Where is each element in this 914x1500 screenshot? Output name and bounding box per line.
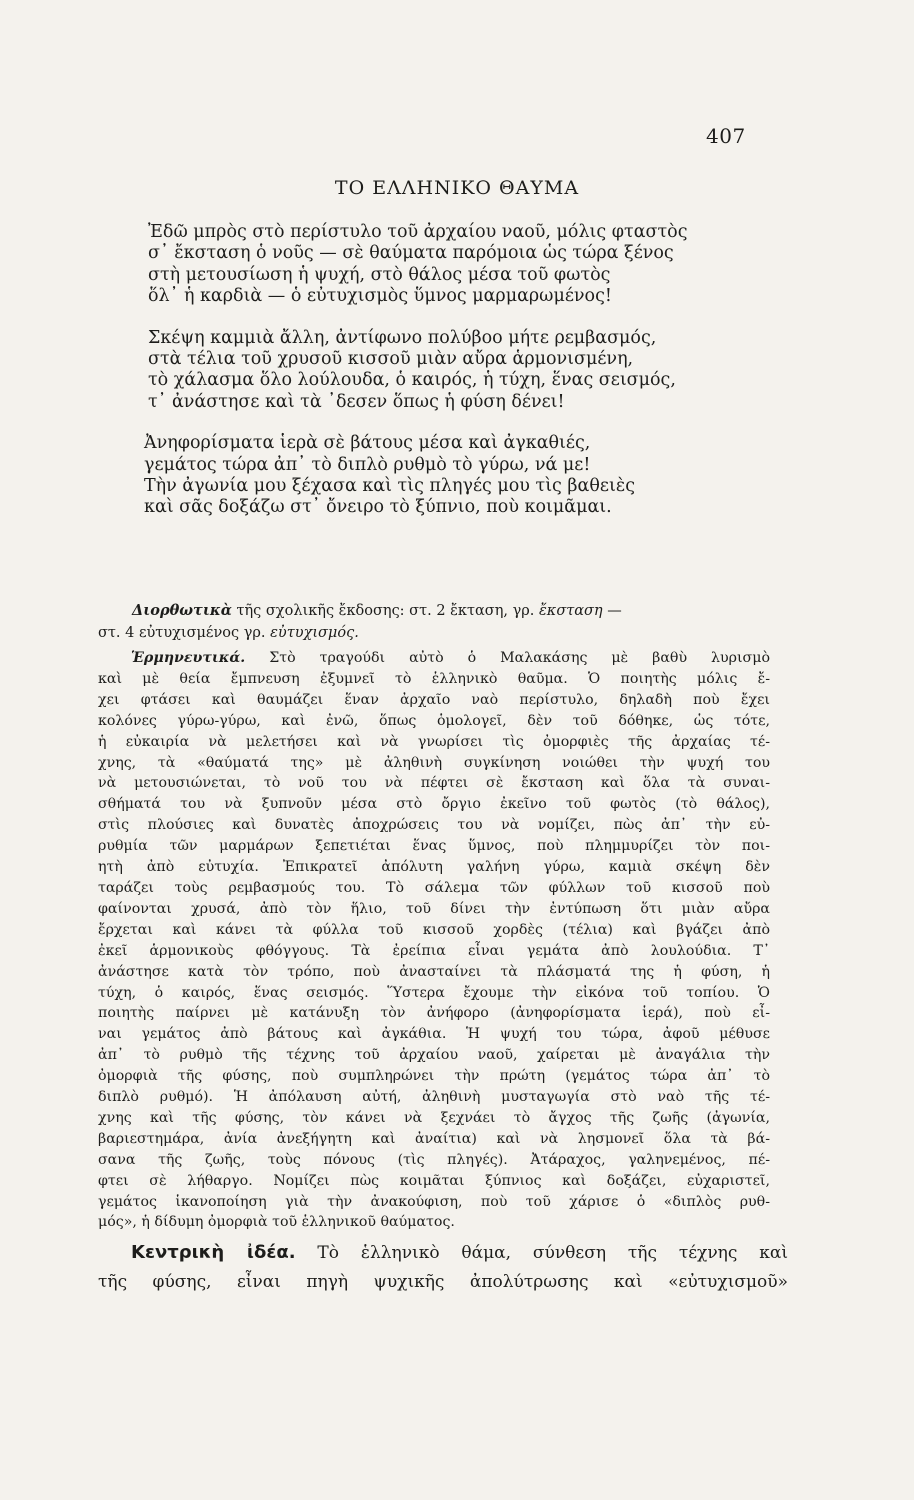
interpretation-text: Στὸ τραγούδι αὐτὸ ὁ Μαλακάσης μὲ βαθὺ λυρισμὸ [269, 650, 771, 666]
verse-line: γεμάτος τώρα ἀπ᾽ τὸ διπλὸ ρυθμὸ τὸ γύρω, νά με! [144, 454, 591, 475]
verse-line: τὸ χάλασμα ὅλο λούλουδα, ὁ καιρός, ἡ τύχη, ἕνας σεισμός, [148, 370, 676, 391]
corrections-line-2 [98, 623, 798, 645]
interpretation-line: ὀμορφιὰ τῆς φύσης, ποὺ συμπληρώνει τὴν πρώτη (γεμάτος τώρα ἀπ᾽ τὸ [98, 1068, 770, 1085]
interpretation-line: γεμάτος ἱκανοποίηση γιὰ τὴν ἀνακούφιση, ποὺ τοῦ χάρισε ὁ «διπλὸς ρυθ- [98, 1193, 770, 1210]
verse-line: στὴ μετουσίωση ἡ ψυχή, στὸ θάλος μέσα τοῦ φωτὸς [148, 264, 611, 285]
interpretation-line: ταράζει τοὺς ρεμβασμούς του. Τὸ σάλεμα τῶν φύλλων τοῦ κισσοῦ ποὺ [98, 879, 770, 896]
verse-line: ὅλ᾽ ἡ καρδιὰ — ὁ εὐτυχισμὸς ὕμνος μαρμαρωμένος! [148, 286, 612, 307]
corrections-note [98, 600, 798, 644]
interpretation-line: στὶς πλούσιες καὶ δυνατὲς ἀποχρώσεις του νὰ νομίζει, πὼς ἀπ᾽ τὴν εὐ- [98, 817, 770, 834]
interpretation-line: τύχη, ὁ καιρός, ἕνας σεισμός. Ὕστερα ἔχουμε τὴν εἰκόνα τοῦ τοπίου. Ὁ [98, 984, 770, 1001]
verse-line: τ᾽ ἀνάστησε καὶ τὰ ᾽δεσεν ὅπως ἡ φύση δένει! [148, 391, 565, 412]
interpretation-line: ἔρχεται καὶ κάνει τὰ φύλλα τοῦ κισσοῦ χορδὲς (τέλια) καὶ βγάζει ἀπὸ [98, 921, 770, 938]
verse-line: σ᾽ ἔκσταση ὁ νοῦς — σὲ θαύματα παρόμοια ὡς τώρα ξένος [148, 243, 674, 264]
interpretation-line: ποιητὴς παίρνει μὲ κατάνυξη τὸν ἀνήφορο (ἀνηφορίσματα ἱερά), ποὺ εἶ- [98, 1005, 770, 1022]
interpretation-line: νὰ μετουσιώνεται, τὸ νοῦ του νὰ πέφτει σὲ ἔκσταση καὶ ὅλα τὰ συναι- [98, 775, 770, 792]
interpretation-line: ρυθμία τῶν μαρμάρων ξεπετιέται ἕνας ὕμνος, ποὺ πλημμυρίζει τὸν ποι- [98, 838, 770, 855]
verse-line: στὰ τέλια τοῦ χρυσοῦ κισσοῦ μιὰν αὔρα ἁρμονισμένη, [148, 349, 634, 370]
interpretation-line: χνης, τὰ «θαύματά της» μὲ ἀληθινὴ συγκίνηση νοιώθει τὴν ψυχή του [98, 754, 770, 771]
central-idea [98, 1238, 788, 1297]
corrections-italic: ἔκσταση [539, 603, 603, 619]
interpretation-line: καὶ μὲ θεία ἔμπνευση ἐξυμνεῖ τὸ ἑλληνικὸ θαῦμα. Ὁ ποιητὴς μόλις ἔ- [98, 670, 770, 687]
interpretation-line [98, 648, 770, 669]
verse-line: Σκέψη καμμιὰ ἄλλη, ἀντίφωνο πολύβοο μήτε ρεμβασμός, [148, 327, 657, 348]
poem-stanza-3 [144, 433, 788, 519]
interpretation-line: ναι γεμάτος ἀπὸ βάτους καὶ ἀγκάθια. Ἡ ψυχή του τώρα, ἀφοῦ μέθυσε [98, 1026, 770, 1043]
corrections-italic: εὐτυχισμός. [270, 624, 359, 641]
poem-stanza-1 [148, 222, 788, 308]
interpretation-line: ἀνάστησε κατὰ τὸν τρόπο, ποὺ ἀνασταίνει τὰ πλάσματά της ἡ φύση, ἡ [98, 963, 770, 980]
interpretation-line: βαριεστημάρα, ἀνία ἀνεξήγητη καὶ ἀναίτια) καὶ νὰ λησμονεῖ ὅλα τὰ βά- [98, 1130, 770, 1147]
interpretation-line: σανα τῆς ζωῆς, τοὺς πόνους (τὶς πληγές). Ἀτάραχος, γαληνεμένος, πέ- [98, 1151, 770, 1168]
interpretation-line: σθήματά του νὰ ξυπνοῦν μέσα στὸ ὄργιο ἐκεῖνο τοῦ φωτὸς (τὸ θάλος), [98, 796, 770, 813]
corrections-label: Διορθωτικὰ [132, 602, 232, 619]
verse-line: Ἐδῶ μπρὸς στὸ περίστυλο τοῦ ἀρχαίου ναοῦ, μόλις φταστὸς [148, 222, 688, 242]
poem-stanza-2 [148, 328, 788, 414]
verse-line: Ἀνηφορίσματα ἱερὰ σὲ βάτους μέσα καὶ ἀγκαθιές, [144, 433, 591, 454]
interpretation-line: ητὴ ἀπὸ εὐτυχία. Ἐπικρατεῖ ἀπόλυτη γαλήνη γύρω, καμιὰ σκέψη δὲν [98, 859, 770, 876]
interpretation-line: ἀπ᾽ τὸ ρυθμὸ τῆς τέχνης τοῦ ἀρχαίου ναοῦ, χαίρεται μὲ ἀναγάλια τὴν [98, 1047, 770, 1064]
interpretation-line: χνης καὶ τῆς φύσης, τὸν κάνει νὰ ξεχνάει τὸ ἄγχος τῆς ζωῆς (ἀγωνία, [98, 1109, 770, 1126]
interpretation-line: φαίνονται χρυσά, ἀπὸ τὸν ἥλιο, τοῦ δίνει τὴν ἐντύπωση ὅτι μιὰν αὔρα [98, 900, 770, 917]
interpretation-line: κολόνες γύρω-γύρω, καὶ ἐνῶ, ὅπως ὁμολογεῖ, δὲν τοῦ δόθηκε, ὡς τότε, [98, 712, 770, 729]
verse-line: Τὴν ἀγωνία μου ξέχασα καὶ τὶς πληγές μου τὶς βαθειὲς [144, 476, 636, 497]
poem [144, 222, 788, 539]
corrections-line-1 [98, 600, 798, 623]
corrections-dash: — [607, 603, 622, 619]
interpretation-line: χει φτάσει καὶ θαυμάζει ἕναν ἀρχαῖο ναὸ περίστυλο, δηλαδὴ ποὺ ἔχει [98, 691, 770, 708]
interpretation-line: ἐκεῖ ἁρμονικοὺς φθόγγους. Τὰ ἐρείπια εἶναι γεμάτα ἀπὸ λουλούδια. Τ᾽ [98, 942, 770, 959]
interpretation-label: Ἑρμηνευτικά. [131, 650, 246, 666]
page-number: 407 [706, 124, 746, 148]
corrections-text: στ. 4 εὐτυχισμένος γρ. [98, 624, 266, 641]
interpretation-line: μός», ἡ δίδυμη ὀμορφιὰ τοῦ ἑλληνικοῦ θαύματος. [98, 1214, 455, 1231]
interpretation-line: διπλὸ ρυθμό). Ἡ ἀπόλαυση αὐτή, ἀληθινὴ μυσταγωγία στὸ ναὸ τῆς τέ- [98, 1089, 770, 1106]
central-idea-label: Κεντρικὴ ἰδέα. [131, 1242, 296, 1263]
central-idea-text: Τὸ ἑλληνικὸ θάμα, σύνθεση τῆς τέχνης καὶ [317, 1243, 789, 1263]
interpretation-section [98, 648, 770, 1233]
central-idea-line-2: τῆς φύσης, εἶναι πηγὴ ψυχικῆς ἀπολύτρωσης καὶ «εὐτυχισμοῦ» [98, 1272, 788, 1292]
interpretation-line: ἡ εὐκαιρία νὰ μελετήσει καὶ νὰ γνωρίσει τὶς ὀμορφιὲς τῆς ἀρχαίας τέ- [98, 733, 770, 750]
corrections-text: τῆς σχολικῆς ἔκδοσης: στ. 2 ἔκταση, γρ. [236, 603, 535, 619]
interpretation-line: φτει σὲ λήθαργο. Νομίζει πὼς κοιμᾶται ξύπνιος καὶ δοξάζει, εὐχαριστεῖ, [98, 1172, 770, 1189]
verse-line: καὶ σᾶς δοξάζω στ᾽ ὄνειρο τὸ ξύπνιο, ποὺ κοιμᾶμαι. [144, 497, 612, 518]
central-idea-line-1 [98, 1238, 788, 1268]
page-title: ΤΟ ΕΛΛΗΝΙΚΟ ΘΑΥΜΑ [334, 177, 580, 199]
